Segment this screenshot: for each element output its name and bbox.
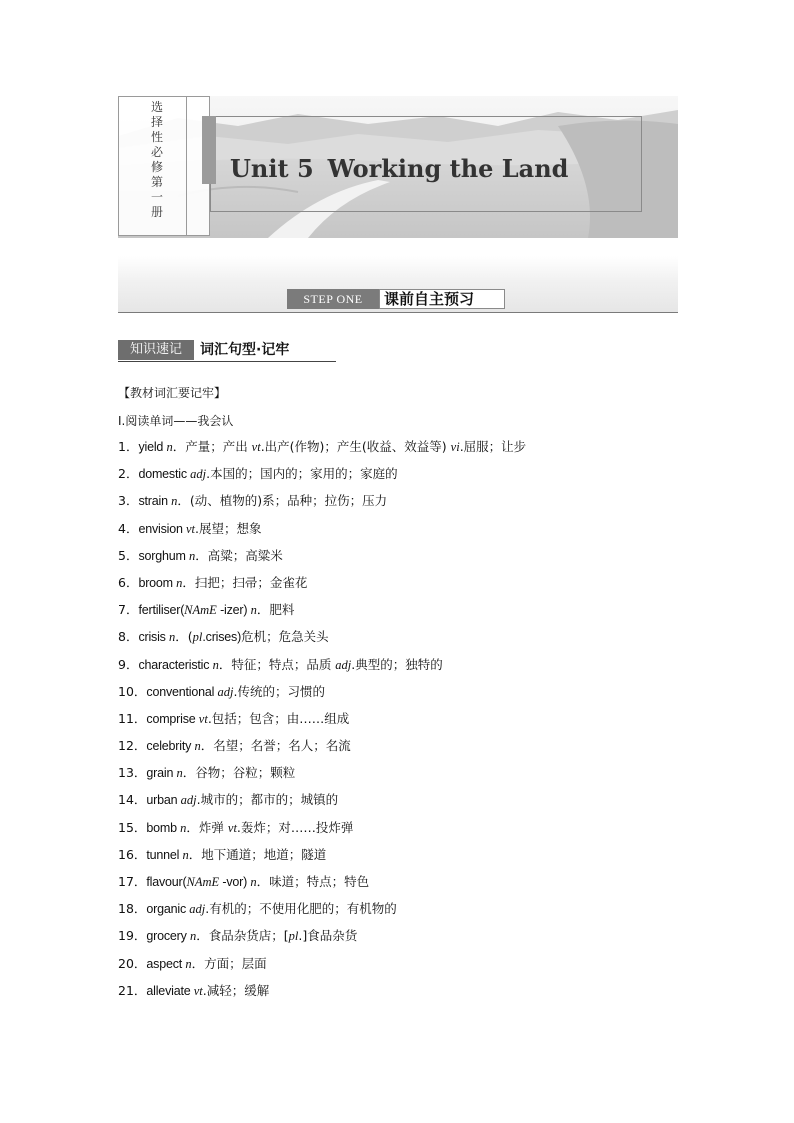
vocab-number: 12．: [118, 738, 147, 754]
vocab-item: [118, 980, 678, 1007]
part-of-speech: vi: [450, 440, 460, 454]
part-of-speech: n: [166, 440, 173, 454]
vocab-number: 10．: [118, 683, 147, 699]
vocab-definition: ．食品杂货店；[: [196, 928, 289, 944]
part-of-speech: adj: [190, 467, 207, 482]
vocab-item: [118, 518, 678, 545]
vocab-word: -vor): [219, 875, 251, 889]
vocab-definition: ．名望；名誉；名人；名流: [200, 738, 351, 754]
vocab-definition: .减轻；缓解: [202, 982, 270, 998]
part-of-speech: pl: [288, 929, 299, 944]
knowledge-tag: 知识速记: [118, 340, 194, 360]
vocab-definition: .屈服；让步: [459, 439, 527, 454]
part-of-speech: NAmE: [186, 875, 220, 889]
vocab-word: tunnel: [146, 847, 183, 862]
part-of-speech: vt: [251, 440, 261, 454]
vocab-item: [118, 735, 678, 762]
vocab-number: 20．: [118, 955, 147, 971]
unit-label: Unit 5: [230, 154, 314, 183]
vocab-word: conventional: [146, 684, 218, 699]
vocab-definition: .轰炸；对……投炸弹: [236, 819, 354, 835]
vocab-item: [118, 572, 678, 599]
vocab-definition: ．(: [175, 629, 193, 645]
vocab-word: domestic: [138, 467, 191, 482]
title-accent-bar: [202, 116, 216, 184]
vocab-item: [118, 708, 678, 735]
vocab-number: 4．: [118, 520, 139, 536]
part-of-speech: n: [250, 603, 257, 618]
vocab-word: grocery: [146, 929, 190, 944]
vocab-word: aspect: [146, 956, 186, 971]
vocab-definition: .城市的；都市的；城镇的: [196, 792, 339, 808]
vocab-word: broom: [138, 575, 177, 590]
vocab-word: strain: [138, 494, 172, 509]
vocab-word: sorghum: [138, 548, 189, 563]
vocab-word: -izer): [216, 603, 251, 618]
vocab-definition: ．炸弹: [186, 819, 228, 835]
vocab-number: 9．: [118, 656, 139, 672]
vocab-number: 7．: [118, 602, 139, 618]
vocab-item: [118, 626, 678, 653]
vocab-number: 5．: [118, 547, 139, 563]
side-tab-divider: [186, 96, 187, 236]
volume-label: 选择性必修第一册: [150, 100, 163, 219]
vocab-definition: ．特征；特点；品质: [218, 656, 336, 672]
part-of-speech: n: [180, 820, 187, 835]
part-of-speech: vt: [193, 983, 203, 998]
vocab-word: organic: [146, 902, 190, 917]
vocab-number: 14．: [118, 792, 147, 808]
vocab-definition: ．产量；产出: [172, 439, 252, 454]
vocab-definition: .]食品杂货: [298, 928, 358, 944]
part-of-speech: adj: [335, 657, 352, 672]
unit-name: Working the Land: [327, 154, 569, 183]
vocab-number: 13．: [118, 765, 147, 781]
vocab-number: 16．: [118, 846, 147, 862]
part-of-speech: n: [171, 494, 178, 509]
step-number: STEP ONE: [287, 289, 379, 309]
vocab-definition: ．(动、植物的)系；品种；拉伤；压力: [177, 493, 388, 509]
vocab-word: flavour(: [146, 875, 187, 889]
vocab-definition: 危机；危急关头: [241, 629, 329, 645]
vocab-definition: .本国的；国内的；家用的；家庭的: [206, 466, 398, 482]
vocab-definition: .出产(作物)；产生(收益、效益等): [260, 439, 451, 454]
vocab-definition: ．高粱；高粱米: [195, 547, 283, 563]
vocab-word: fertiliser(: [138, 603, 185, 618]
vocab-number: 2．: [118, 466, 139, 482]
part-of-speech: vt: [227, 820, 237, 835]
vocab-item: [118, 490, 678, 517]
vocab-item: [118, 681, 678, 708]
vocab-item: [118, 436, 678, 463]
vocab-number: 1．: [118, 439, 139, 454]
vocab-word: yield: [138, 440, 167, 454]
vocab-definition: ．方面；层面: [191, 955, 267, 971]
part-of-speech: NAmE: [184, 603, 217, 618]
step-title: 课前自主预习: [379, 289, 505, 309]
vocab-definition: .展望；想象: [195, 520, 262, 536]
part-of-speech: n: [188, 548, 196, 563]
vocab-number: 8．: [118, 629, 139, 645]
vocab-number: 6．: [118, 574, 139, 590]
vocab-item: [118, 817, 678, 844]
vocab-word: comprise: [146, 711, 199, 726]
vocab-number: 17．: [118, 874, 147, 889]
vocab-item: [118, 545, 678, 572]
part-of-speech: n: [176, 766, 183, 781]
vocab-item: [118, 463, 678, 490]
vocab-item: [118, 871, 678, 898]
vocab-item: [118, 654, 678, 681]
part-of-speech: n: [176, 575, 183, 590]
part-of-speech: n: [212, 657, 219, 672]
vocab-word: celebrity: [146, 739, 195, 754]
vocab-item: [118, 953, 678, 980]
knowledge-title: 词汇句型·记牢: [200, 342, 290, 358]
section-title: 【教材词汇要记牢】: [118, 386, 227, 400]
vocab-item: [118, 898, 678, 925]
part-of-speech: n: [185, 956, 192, 971]
vocab-number: 21．: [118, 982, 147, 998]
vocab-number: 11．: [118, 710, 147, 726]
vocab-item: [118, 844, 678, 871]
part-of-speech: n: [250, 875, 257, 889]
part-of-speech: n: [169, 630, 176, 645]
part-of-speech: n: [182, 847, 189, 862]
part-of-speech: n: [194, 739, 201, 754]
part-of-speech: vt: [198, 711, 208, 726]
vocab-item: [118, 789, 678, 816]
vocab-number: 15．: [118, 819, 147, 835]
vocab-item: [118, 599, 678, 626]
vocab-definition: ．谷物；谷粒；颗粒: [182, 765, 296, 781]
vocab-word: characteristic: [138, 657, 213, 672]
part-of-speech: n: [189, 929, 197, 944]
vocab-definition: ．扫把；扫帚；金雀花: [182, 574, 308, 590]
vocab-word: bomb: [146, 820, 181, 835]
vocab-number: 3．: [118, 493, 139, 509]
vocab-word: envision: [138, 521, 186, 536]
vocab-definition: .传统的；习惯的: [233, 683, 325, 699]
vocab-item: [118, 762, 678, 789]
vocab-definition: ．肥料: [256, 602, 295, 618]
vocab-definition: .有机的；不使用化肥的；有机物的: [205, 901, 397, 917]
part-of-speech: adj: [189, 902, 206, 917]
vocab-word: alleviate: [146, 983, 194, 998]
vocab-definition: ．味道；特点；特色: [256, 874, 370, 889]
vocab-word: .crises): [202, 630, 242, 645]
section-subtitle: Ⅰ.阅读单词——我会认: [118, 414, 234, 428]
vocab-word: crisis: [138, 630, 169, 645]
part-of-speech: pl: [192, 630, 203, 645]
vocab-definition: .典型的；独特的: [351, 656, 443, 672]
vocab-item: [118, 925, 678, 952]
vocab-number: 19．: [118, 928, 147, 944]
part-of-speech: adj: [180, 793, 197, 808]
step-badge: [287, 289, 507, 309]
vocab-definition: ．地下通道；地道；隧道: [188, 846, 327, 862]
vocabulary-list: [118, 436, 678, 1007]
vocab-word: urban: [146, 793, 181, 808]
heading-underline: [118, 361, 336, 362]
vocab-word: grain: [146, 766, 177, 781]
part-of-speech: adj: [217, 684, 234, 699]
vocab-number: 18．: [118, 901, 147, 917]
knowledge-heading: [118, 340, 338, 362]
unit-title: [230, 154, 568, 183]
vocab-definition: .包括；包含；由……组成: [207, 710, 350, 726]
part-of-speech: vt: [186, 521, 196, 536]
